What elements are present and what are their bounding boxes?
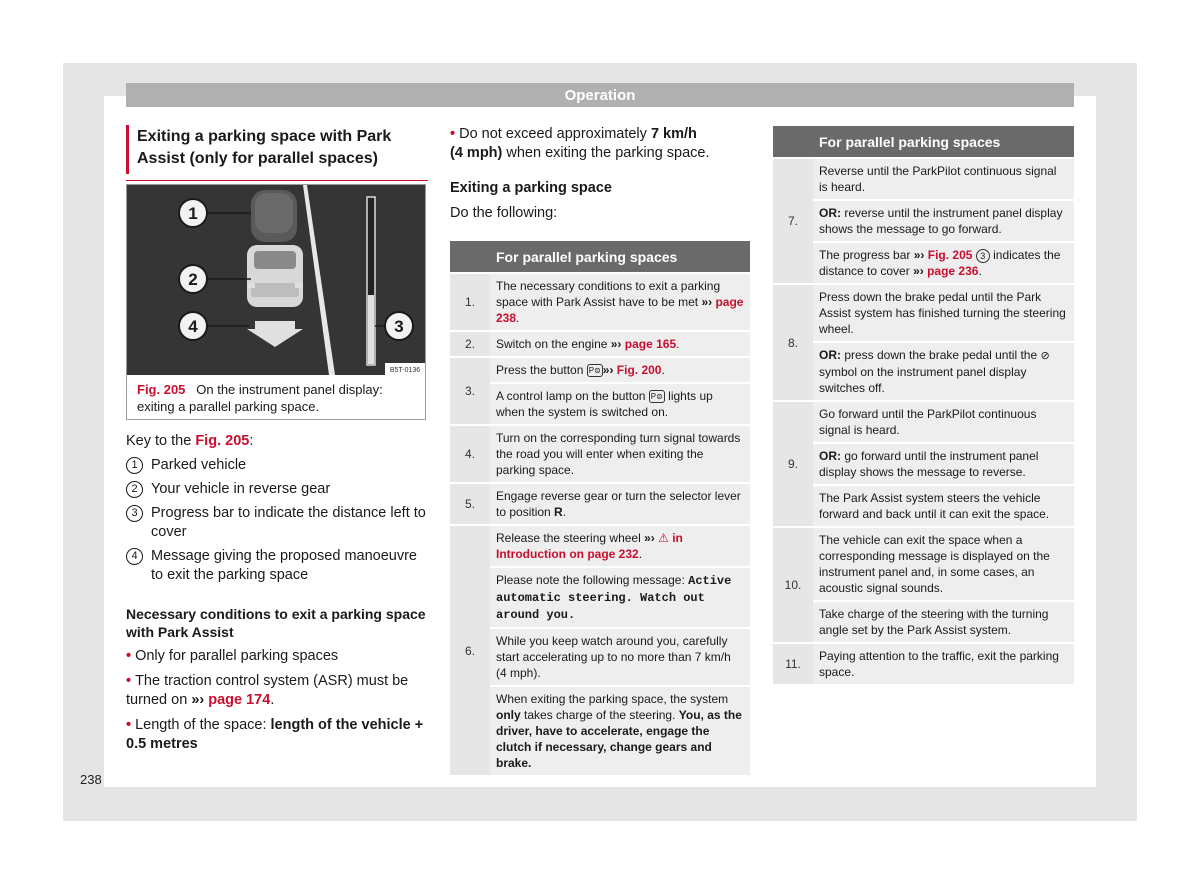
table-row: OR: reverse until the instrument panel display shows the message to go forward. — [773, 201, 1074, 241]
speed-note: • Do not exceed approximately 7 km/h (4 mph) when exiting the parking space. — [450, 126, 710, 161]
fig-link[interactable]: Fig. 200 — [616, 363, 662, 377]
page-number: 238 — [80, 772, 102, 787]
key-intro: Key to the Fig. 205: — [126, 433, 254, 449]
table-row: OR: go forward until the instrument panel display shows the message to reverse. — [773, 444, 1074, 484]
key-fig-ref[interactable]: Fig. 205 — [195, 433, 250, 449]
key-item: 2 Your vehicle in reverse gear — [126, 480, 428, 499]
conditions-heading: Necessary conditions to exit a parking space with Park Assist — [126, 606, 426, 640]
figure-key — [126, 432, 428, 754]
key-item: 4 Message giving the proposed manoeuvre to exit the parking space — [126, 547, 428, 585]
table-corner — [773, 126, 813, 157]
table-row: The Park Assist system steers the vehicle forward and back until it can exit the space. — [773, 486, 1074, 526]
table-row: 2. Switch on the engine »› page 165. — [450, 332, 750, 356]
chapter-header: Operation — [126, 83, 1074, 107]
svg-text:2: 2 — [188, 270, 198, 289]
steps-table-2 — [773, 124, 1074, 686]
table-row: 7. Reverse until the ParkPilot continuous signal is heard. — [773, 159, 1074, 199]
section-rule — [126, 180, 428, 181]
table-row: Take charge of the steering with the turning angle set by the Park Assist system. — [773, 602, 1074, 642]
park-assist-button-icon: P⊜ — [588, 366, 601, 375]
table-row: While you keep watch around you, carefully start accelerating up to no more than 7 km/h (4 mph). — [450, 629, 750, 685]
table-row: 5. Engage reverse gear or turn the selector lever to position R. — [450, 484, 750, 524]
figure-205 — [126, 184, 426, 420]
subheading: Exiting a parking space — [450, 180, 612, 196]
condition-item: • Only for parallel parking spaces — [126, 648, 339, 664]
table-header: For parallel parking spaces — [813, 126, 1074, 157]
page-link[interactable]: page 236 — [927, 264, 979, 278]
middle-column — [450, 125, 750, 223]
key-item: 1 Parked vehicle — [126, 456, 428, 475]
key-item: 3 Progress bar to indicate the distance left to cover — [126, 504, 428, 542]
left-column — [126, 125, 428, 181]
fig-link[interactable]: Fig. 205 — [927, 248, 973, 262]
svg-text:1: 1 — [188, 204, 198, 223]
warning-triangle-icon: ⚠ — [658, 531, 669, 545]
table-row: 4. Turn on the corresponding turn signal towards the road you will enter when exiting the parking space. — [450, 426, 750, 482]
steps-table-1 — [450, 239, 750, 777]
page-link[interactable]: page 165 — [624, 337, 677, 351]
svg-text:4: 4 — [188, 317, 198, 336]
table-row: The progress bar »› Fig. 205 3 indicates the distance to cover »› page 236. — [773, 243, 1074, 283]
table-corner — [450, 241, 490, 272]
table-row: A control lamp on the button P⊜ lights up when the system is switched on. — [450, 384, 750, 424]
table-row: 9. Go forward until the ParkPilot continuous signal is heard. — [773, 402, 1074, 442]
table-row: 11. Paying attention to the traffic, exit the parking space. — [773, 644, 1074, 684]
page-link[interactable]: in Introduction on page 232 — [496, 531, 683, 561]
intro-text: Do the following: — [450, 205, 558, 221]
steering-symbol-icon: ⊘ — [1040, 350, 1050, 362]
section-title: Exiting a parking space with Park Assist (only for parallel spaces) — [126, 125, 428, 174]
table-row: 6. Release the steering wheel »› ⚠ in Introduction on page 232. — [450, 526, 750, 566]
table-row: 8. Press down the brake pedal until the Park Assist system has finished turning the steering wheel. — [773, 285, 1074, 341]
caption-text: On the instrument panel display: exiting a parallel parking space. — [137, 382, 383, 414]
table-row: When exiting the parking space, the system only takes charge of the steering. You, as the driver, have to accelerate, engage the clutch if necessary, change gears and brake. — [450, 687, 750, 775]
page-link[interactable]: page 174 — [208, 692, 271, 708]
table-row: 10. The vehicle can exit the space when a corresponding message is displayed on the instrument panel and, in some cases, an acoustic signal sounds. — [773, 528, 1074, 600]
table-row: OR: press down the brake pedal until the ⊘ symbol on the instrument panel display switches off. — [773, 343, 1074, 400]
caption-fig-ref: Fig. 205 — [137, 382, 186, 397]
figure-caption — [137, 381, 421, 415]
svg-text:3: 3 — [394, 317, 404, 336]
table-row: Please note the following message: Active automatic steering. Watch out around you. — [450, 568, 750, 627]
instrument-display-illustration — [127, 185, 425, 375]
table-header: For parallel parking spaces — [490, 241, 750, 272]
figure-code: B5T-0136 — [389, 367, 421, 374]
condition-item: • Length of the space: length of the vehicle + 0.5 metres — [126, 717, 424, 752]
page-link[interactable]: page 238 — [496, 295, 744, 325]
park-assist-button-icon: P⊜ — [650, 392, 663, 401]
condition-item: • The traction control system (ASR) must be turned on »› page 174. — [126, 673, 409, 708]
display-message: Active automatic steering. Watch out around you. — [496, 574, 732, 622]
table-row: 1. The necessary conditions to exit a parking space with Park Assist have to be met »› page 238. — [450, 274, 750, 330]
table-row: 3. Press the button P⊜ »› Fig. 200. — [450, 358, 750, 382]
